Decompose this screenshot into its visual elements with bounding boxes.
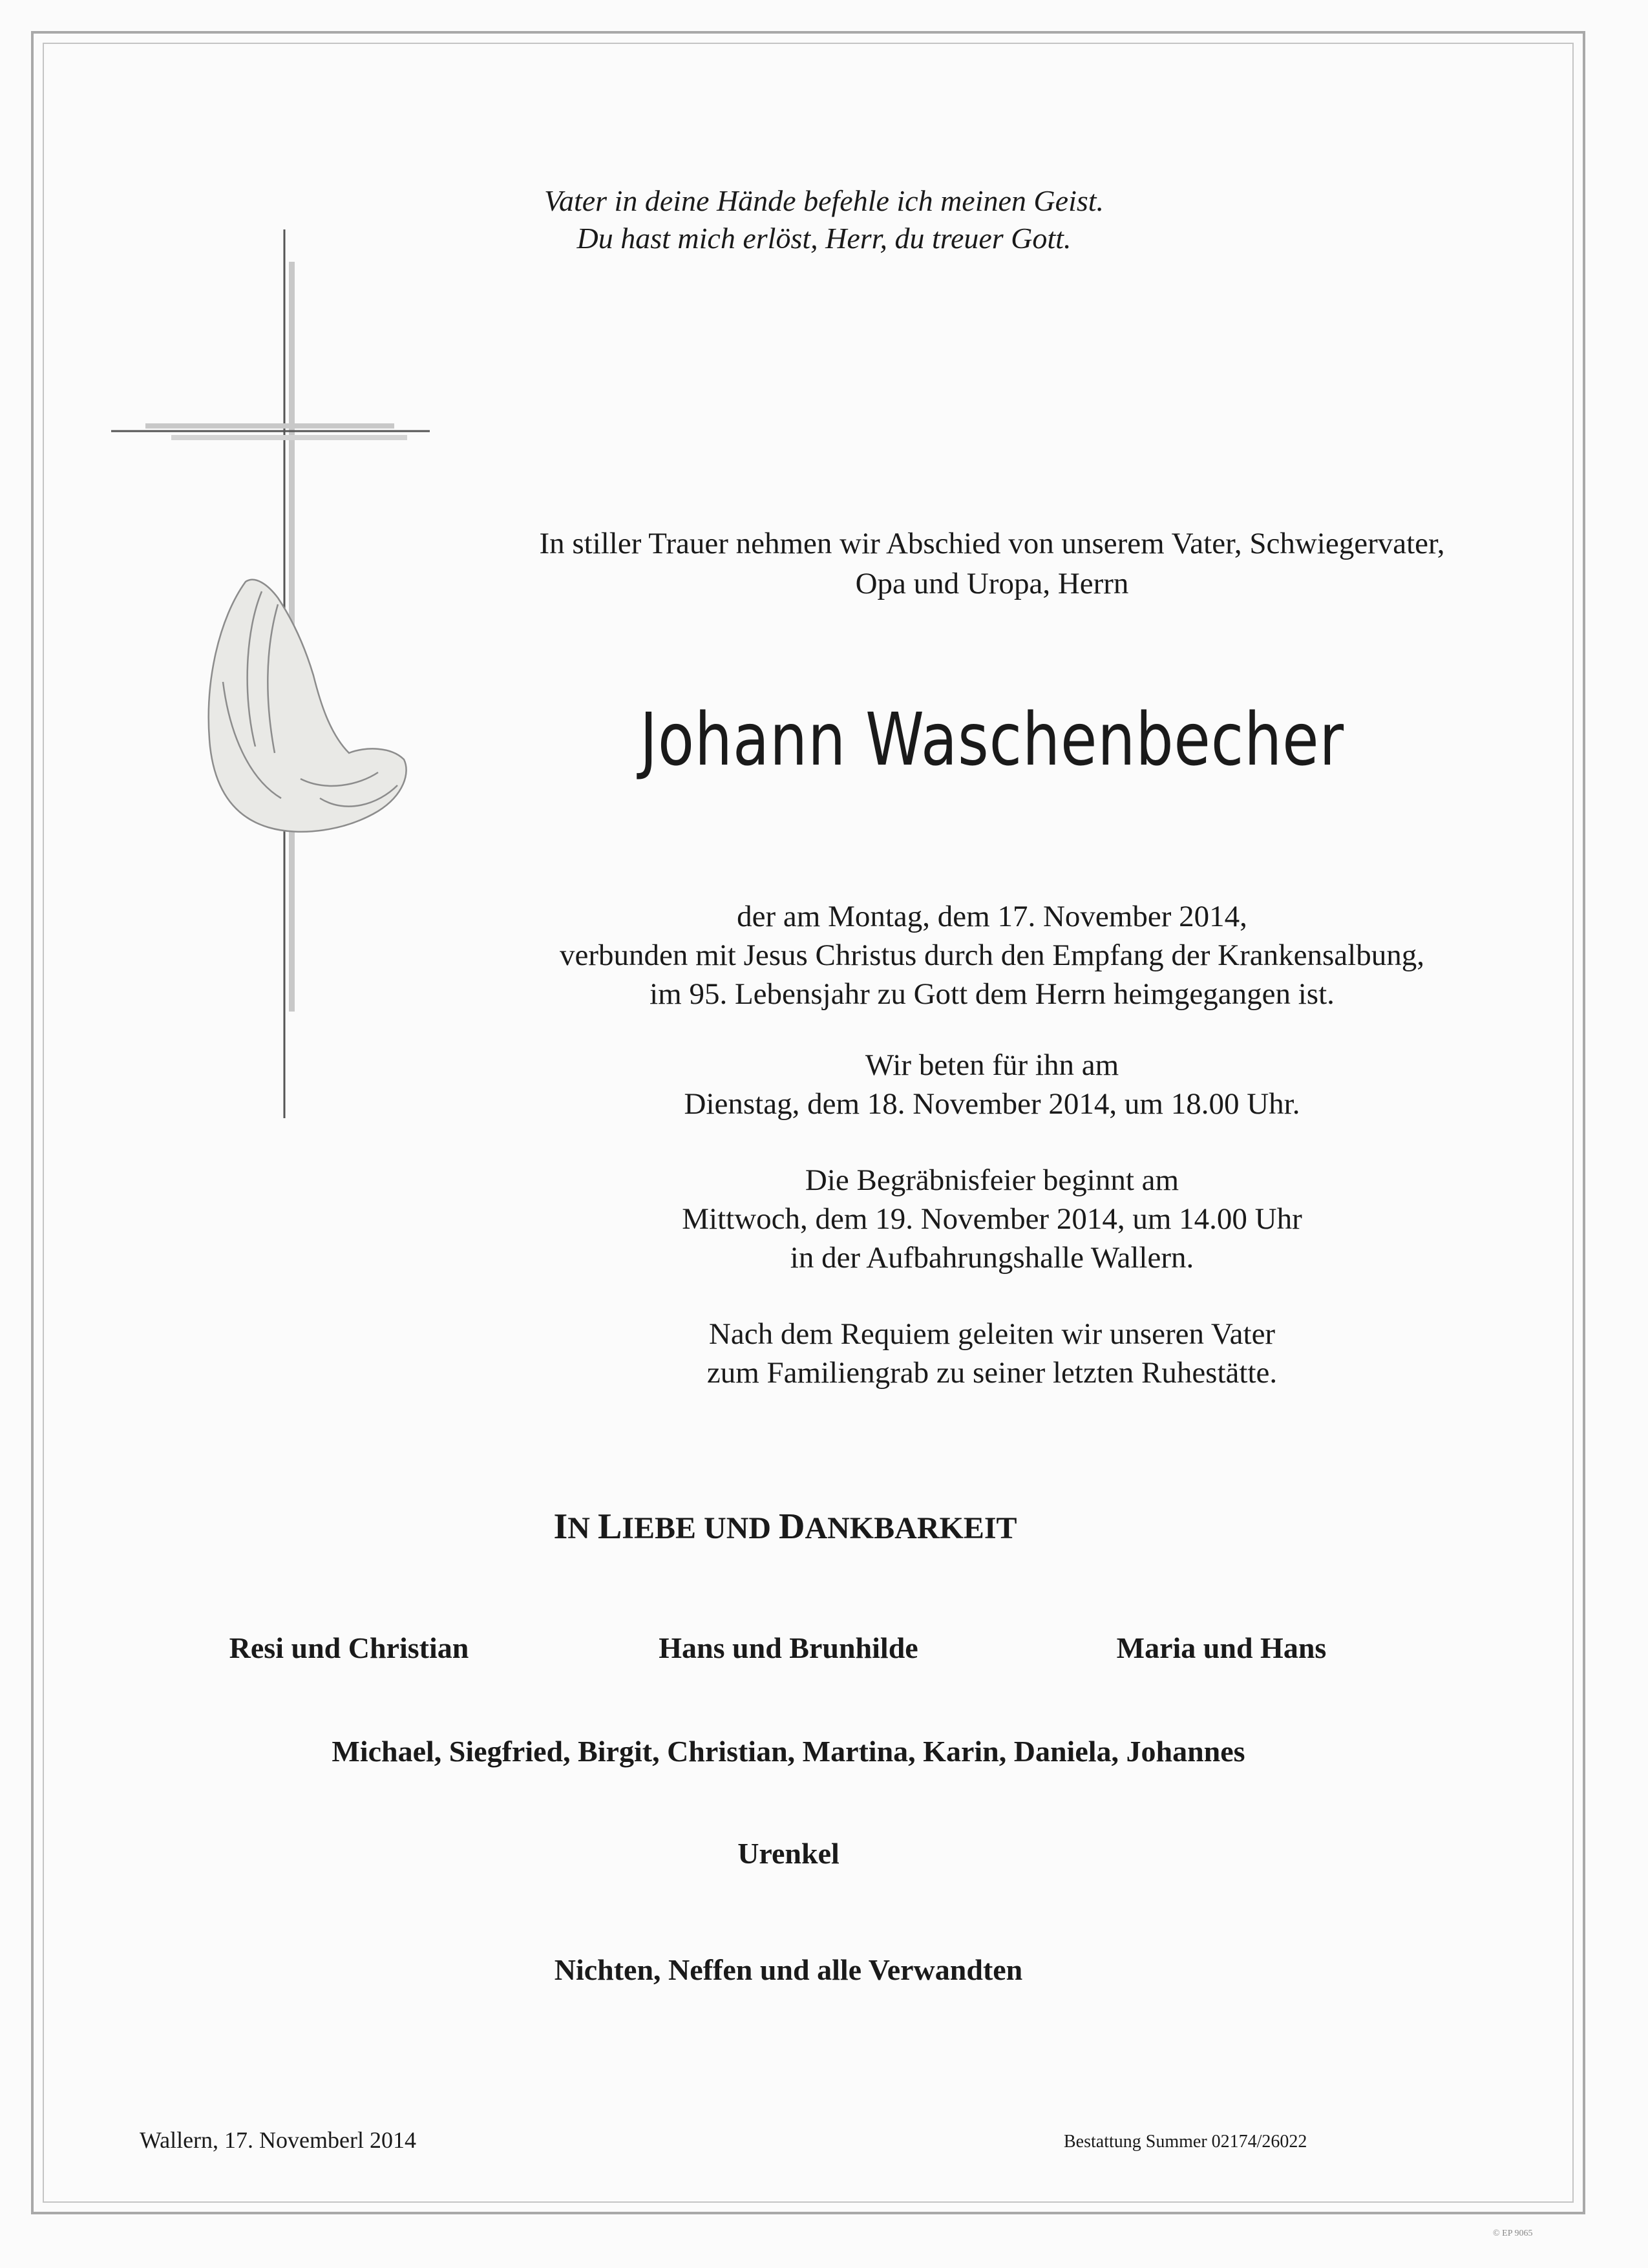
intro-line-2: Opa und Uropa, Herrn xyxy=(855,567,1129,600)
undertaker-contact: Bestattung Summer 02174/26022 xyxy=(1064,2132,1307,2152)
place-and-date: Wallern, 17. Novemberl 2014 xyxy=(140,2127,416,2153)
burial-notice xyxy=(246,1315,1648,1392)
farewell-intro xyxy=(246,524,1648,604)
prayer-line-1: Wir beten für ihn am xyxy=(865,1048,1119,1082)
print-code: © EP 9065 xyxy=(1493,2229,1533,2238)
closing-cap-1: I xyxy=(553,1507,568,1547)
grandchildren-list: Michael, Siegfried, Birgit, Christian, Martina, Karin, Daniela, Johannes xyxy=(332,1735,1245,1768)
burial-line-1: Nach dem Requiem geleiten wir unseren Vater xyxy=(708,1317,1276,1351)
death-line-3: im 95. Lebensjahr zu Gott dem Herrn heimgegangen ist. xyxy=(650,977,1335,1011)
closing-rest-1: N xyxy=(567,1511,590,1545)
family-couple-1: Resi und Christian xyxy=(229,1631,469,1664)
death-line-1: der am Montag, dem 17. November 2014, xyxy=(737,900,1247,933)
prayer-notice xyxy=(246,1046,1648,1123)
bible-verse-line-1: Vater in deine Hände befehle ich meinen Geist. xyxy=(544,184,1104,217)
closing-cap-3: D xyxy=(779,1507,805,1547)
deceased-name: Johann Waschenbecher xyxy=(639,698,1345,782)
bible-verse-line-2: Du hast mich erlöst, Herr, du treuer Gott. xyxy=(576,222,1072,255)
closing-heading xyxy=(246,1506,1325,1547)
death-line-2: verbunden mit Jesus Christus durch den Empfang der Krankensalbung, xyxy=(560,938,1424,972)
intro-line-1: In stiller Trauer nehmen wir Abschied von unserem Vater, Schwiegervater, xyxy=(539,527,1445,560)
praying-hands-icon xyxy=(209,580,407,832)
relatives: Nichten, Neffen und alle Verwandten xyxy=(554,1953,1023,1986)
funeral-line-2: Mittwoch, dem 19. November 2014, um 14.00 Uhr xyxy=(682,1202,1302,1236)
closing-rest-3: ANKBARKEIT xyxy=(805,1511,1017,1545)
bible-verse xyxy=(0,182,1648,257)
burial-line-2: zum Familiengrab zu seiner letzten Ruhestätte. xyxy=(706,1356,1278,1390)
great-grandchildren: Urenkel xyxy=(737,1837,840,1870)
family-couple-3: Maria und Hans xyxy=(1116,1631,1327,1664)
family-couple-2: Hans und Brunhilde xyxy=(659,1631,918,1664)
closing-rest-2: IEBE UND xyxy=(622,1511,772,1545)
prayer-line-2: Dienstag, dem 18. November 2014, um 18.00 Uhr. xyxy=(684,1087,1300,1121)
funeral-line-3: in der Aufbahrungshalle Wallern. xyxy=(790,1241,1194,1275)
funeral-line-1: Die Begräbnisfeier beginnt am xyxy=(805,1163,1179,1197)
death-notice xyxy=(246,897,1648,1013)
funeral-notice xyxy=(246,1161,1648,1277)
closing-cap-2: L xyxy=(597,1507,622,1547)
